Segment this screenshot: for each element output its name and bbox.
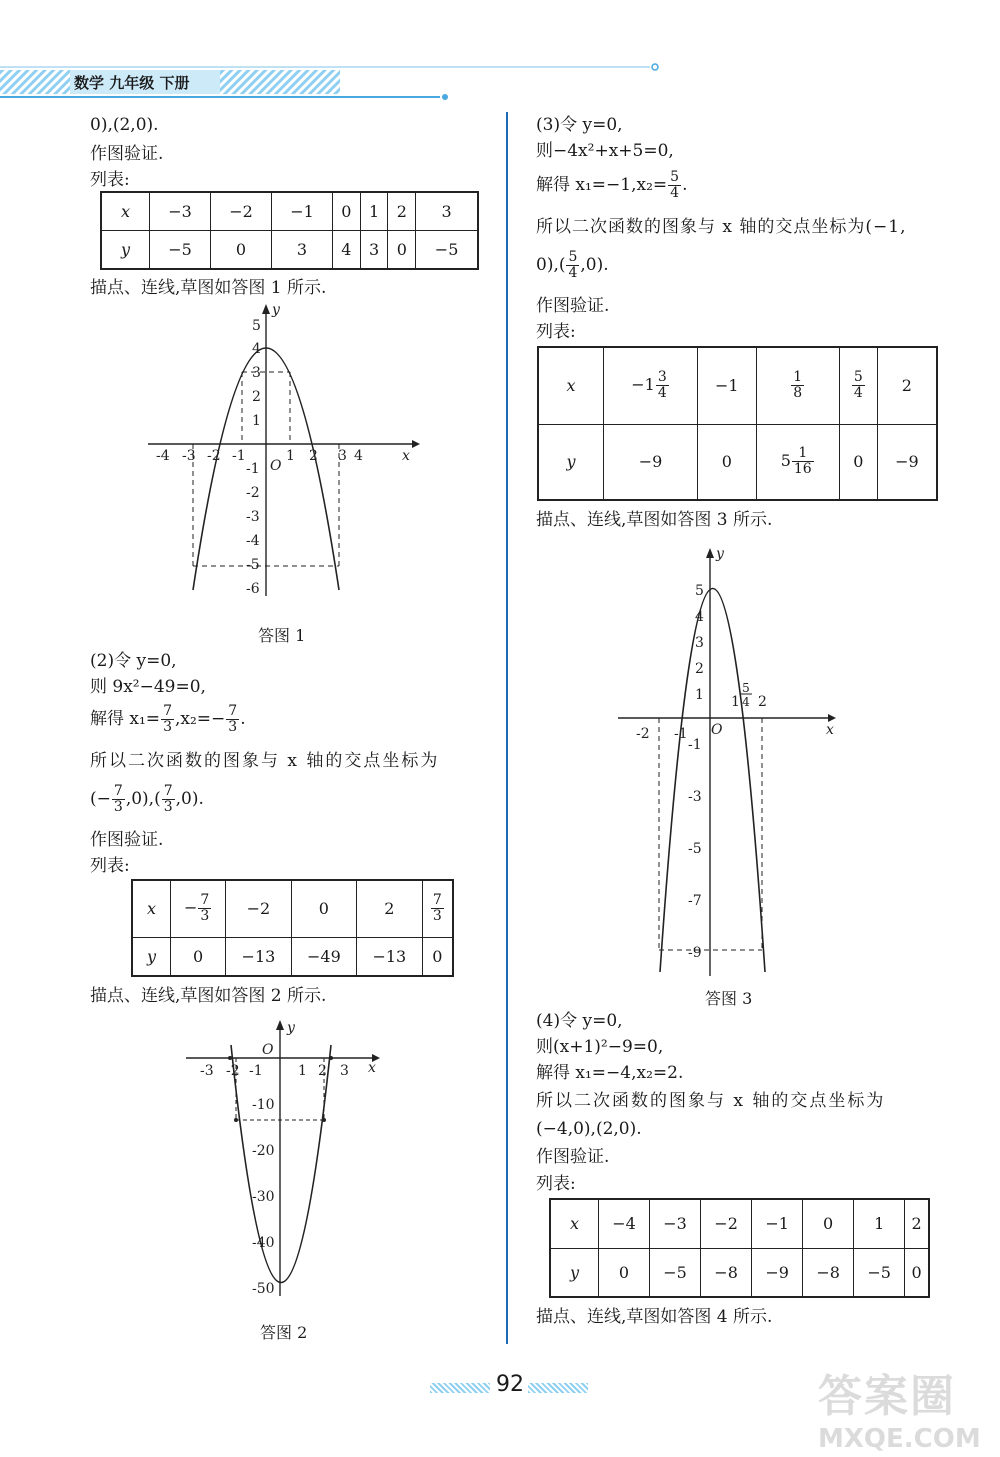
figure-1-graph [140,300,430,605]
table-cell: 0 [291,880,356,937]
x-tick-label: -1 [674,726,688,742]
y-axis-label: y [716,546,724,562]
origin-label: O [711,722,723,738]
table-cell: x [538,347,604,424]
y-axis-arrow [262,304,270,314]
text-fragment: (− [90,789,111,809]
page-header [0,62,670,102]
y-tick-label: -40 [252,1235,275,1251]
text-line: 0),(2,0). [90,115,159,135]
text-fragment: ,0),( [125,789,161,809]
y-tick-label: -5 [246,557,260,573]
text-line: 则(x+1)²−9=0, [536,1037,664,1057]
watermark-url: MXQE.COM [818,1424,981,1454]
y-tick-label: 4 [252,341,261,357]
watermark [818,1360,998,1454]
table-cell: y [132,937,171,976]
table-cell: −2 [226,880,291,937]
plot-point [234,1118,238,1122]
x-axis-arrow [412,440,420,448]
text-line: 列表: [536,322,576,342]
fraction: $\frac{7}{3}$ [228,703,238,735]
text-line: 列表: [90,856,130,876]
table-cell: 0 [388,231,416,270]
text-line [90,784,204,815]
table-cell: 3 [360,231,388,270]
table-row-y [550,1248,929,1297]
figure-3-caption: 答图 3 [705,989,753,1008]
y-tick-label: -3 [246,509,260,525]
text-line: (3)令 y=0, [536,115,623,135]
table-cell: 0 [599,1248,650,1297]
text-line: 描点、连线,草图如答图 4 所示. [536,1307,773,1327]
text-line: 解得 x₁=−1,x₂= $\frac{5}{4}$ . [536,169,688,201]
table-cell: −13 [226,937,291,976]
x-tick-label: -4 [156,448,170,464]
table-cell: 4 [333,231,361,270]
text-line: 所以二次函数的图象与 x 轴的交点坐标为 [536,1091,886,1111]
y-tick-label: -2 [246,485,260,501]
x-tick-label: -1 [232,448,246,464]
table-cell: 0 [839,424,877,500]
y-tick-label: -1 [688,737,702,753]
header-title: 数学 九年级 下册 [74,74,190,92]
table-cell: 0 [211,231,272,270]
table-cell: − $\frac{7}{3}$ [171,880,226,937]
table-cell: −1 [272,192,333,231]
table-cell: −49 [291,937,356,976]
table-cell: 2 [388,192,416,231]
figure-3-graph [612,540,842,980]
table-cell: 3 [416,192,478,231]
table-cell: y [550,1248,599,1297]
table-cell: −9 [877,424,937,500]
table-cell: 1 [854,1199,905,1248]
table-cell: 0 [698,424,757,500]
x-axis-label: x [402,448,410,464]
figure-2-graph [180,1015,385,1300]
table-row-y [538,424,937,500]
text-line: 作图验证. [536,1147,610,1167]
table-row-x [132,880,453,937]
y-tick-label: 5 [695,583,704,599]
x-tick-label: 2 [318,1063,327,1079]
table-cell: −2 [211,192,272,231]
table-cell: y [101,231,150,270]
footer-decoration-left [430,1383,490,1393]
x-axis-arrow [828,714,836,722]
table-cell: −8 [701,1248,752,1297]
watermark-main: 答案圈 [818,1371,956,1422]
y-tick-label: 3 [252,365,261,381]
text-line: 所以二次函数的图象与 x 轴的交点坐标为(−1, [536,217,907,237]
fraction: $\frac{5}{4}$ [670,169,680,201]
text-fragment: 解得 x₁=−1,x₂= [536,175,668,195]
text-line: 描点、连线,草图如答图 3 所示. [536,510,773,530]
table-cell: −9 [752,1248,803,1297]
x-tick-label: -3 [200,1063,214,1079]
y-tick-label: -9 [688,945,702,961]
table-cell: 0 [803,1199,854,1248]
x-tick-label: -3 [182,448,196,464]
text-line: 列表: [536,1174,576,1194]
table-cell: −3 [150,192,211,231]
page-number: 92 [496,1372,524,1397]
table-cell: −8 [803,1248,854,1297]
table-row-x [538,347,937,424]
table-cell: y [538,424,604,500]
y-tick-label: 4 [695,609,704,625]
y-tick-label: -30 [252,1189,275,1205]
y-tick-label: 5 [252,318,261,334]
figure-1-caption: 答图 1 [258,626,306,645]
column-divider [506,112,508,1344]
table-row-x [101,192,478,231]
y-axis-label: y [272,302,280,318]
y-axis-label: y [287,1020,295,1036]
x-tick-label: 4 [354,448,363,464]
text-line: 则−4x²+x+5=0, [536,141,674,161]
text-fragment: ,0). [175,789,204,809]
y-tick-label: -4 [246,533,260,549]
y-tick-label: -20 [252,1143,275,1159]
x-tick-label: 3 [338,448,347,464]
table-cell: −4 [599,1199,650,1248]
text-line [536,250,609,281]
x-tick-label: -2 [636,726,650,742]
x-tick-label: 2 [309,448,318,464]
text-line: 解得 x₁=−4,x₂=2. [536,1063,684,1083]
text-line: (−4,0),(2,0). [536,1119,642,1139]
text-line: 所以二次函数的图象与 x 轴的交点坐标为 [90,751,440,771]
y-tick-label: 1 [695,687,704,703]
table-cell: −3 [650,1199,701,1248]
text-line: 解得 x₁= $\frac{7}{3}$ ,x₂=− $\frac{7}{3}$ . [90,703,246,735]
table-cell: x [550,1199,599,1248]
table-2 [131,879,454,977]
text-line: 则 9x²−49=0, [90,677,206,697]
text-fragment: 0),( [536,255,566,275]
footer-decoration-right [528,1383,588,1393]
table-cell: $\frac{1}{8}$ [756,347,839,424]
table-cell: 0 [422,937,453,976]
plot-point [228,1056,232,1060]
table-row-y [132,937,453,976]
table-cell: −13 [357,937,422,976]
table-cell: 3 [272,231,333,270]
table-cell: 2 [877,347,937,424]
y-axis-arrow [276,1020,284,1030]
table-cell: 1 [360,192,388,231]
y-tick-label: -7 [688,893,702,909]
text-line: (4)令 y=0, [536,1011,623,1031]
fraction: $\frac{7}{3}$ [163,783,173,815]
text-line: (2)令 y=0, [90,651,177,671]
table-cell: −9 [604,424,698,500]
table-cell: $\frac{7}{3}$ [422,880,453,937]
table-cell: −1 $\frac{3}{4}$ [604,347,698,424]
text-line: 描点、连线,草图如答图 2 所示. [90,986,327,1006]
text-fragment: ,x₂=− [174,709,226,729]
text-line: 列表: [90,170,130,190]
table-row-y [101,231,478,270]
text-line: 描点、连线,草图如答图 1 所示. [90,278,327,298]
plot-point [329,1056,333,1060]
x-tick-label: 3 [340,1063,349,1079]
table-3 [537,346,938,501]
y-tick-label: -3 [688,789,702,805]
parabola-2 [231,1045,331,1283]
table-cell: 0 [905,1248,929,1297]
y-tick-label: -10 [252,1097,275,1113]
y-tick-label: 2 [695,661,704,677]
fraction: $\frac{7}{3}$ [113,783,123,815]
y-tick-label: -50 [252,1281,275,1297]
x-tick-label: 1 [286,448,295,464]
x-tick-label: 1 [298,1063,307,1079]
text-fragment: 解得 x₁= [90,709,161,729]
plot-point [322,1118,326,1122]
table-cell: −5 [854,1248,905,1297]
x-tick-label-denominator: 4 [742,695,750,709]
origin-label: O [270,458,282,474]
x-tick-label: 1 [731,694,740,710]
text-fragment: ,0). [580,255,609,275]
y-tick-label: 1 [252,413,261,429]
x-axis-label: x [368,1060,376,1076]
x-axis-label: x [826,722,834,738]
y-tick-label: -1 [246,461,260,477]
fraction: $\frac{7}{3}$ [163,703,172,735]
origin-label: O [262,1042,274,1058]
table-cell: 0 [333,192,361,231]
fraction: $\frac{5}{4}$ [568,249,578,281]
table-cell: −5 [416,231,478,270]
table-cell: 2 [905,1199,929,1248]
y-axis-arrow [706,548,714,558]
x-tick-label: -2 [226,1063,240,1079]
table-cell: −5 [650,1248,701,1297]
table-cell: −1 [752,1199,803,1248]
table-cell: −5 [150,231,211,270]
table-cell: 2 [357,880,422,937]
y-tick-label: 3 [695,635,704,651]
text-line: 作图验证. [90,830,164,850]
table-4 [549,1198,930,1298]
table-cell: 5 $\frac{1}{16}$ [756,424,839,500]
table-row-x [550,1199,929,1248]
table-cell: −2 [701,1199,752,1248]
x-tick-label: -2 [207,448,221,464]
parabola-3 [660,589,765,973]
table-1 [100,191,479,270]
figure-2-caption: 答图 2 [260,1323,308,1342]
y-tick-label: -5 [688,841,702,857]
y-tick-label: -6 [246,581,260,597]
table-cell: −1 [698,347,757,424]
x-tick-label-numerator: 5 [742,681,750,695]
table-cell: 0 [171,937,226,976]
x-tick-label: -1 [249,1063,263,1079]
x-tick-label: 2 [758,694,767,710]
table-cell: $\frac{5}{4}$ [839,347,877,424]
table-cell: x [132,880,171,937]
text-line: 作图验证. [90,144,164,164]
y-tick-label: 2 [252,389,261,405]
text-line: 作图验证. [536,296,610,316]
table-cell: x [101,192,150,231]
